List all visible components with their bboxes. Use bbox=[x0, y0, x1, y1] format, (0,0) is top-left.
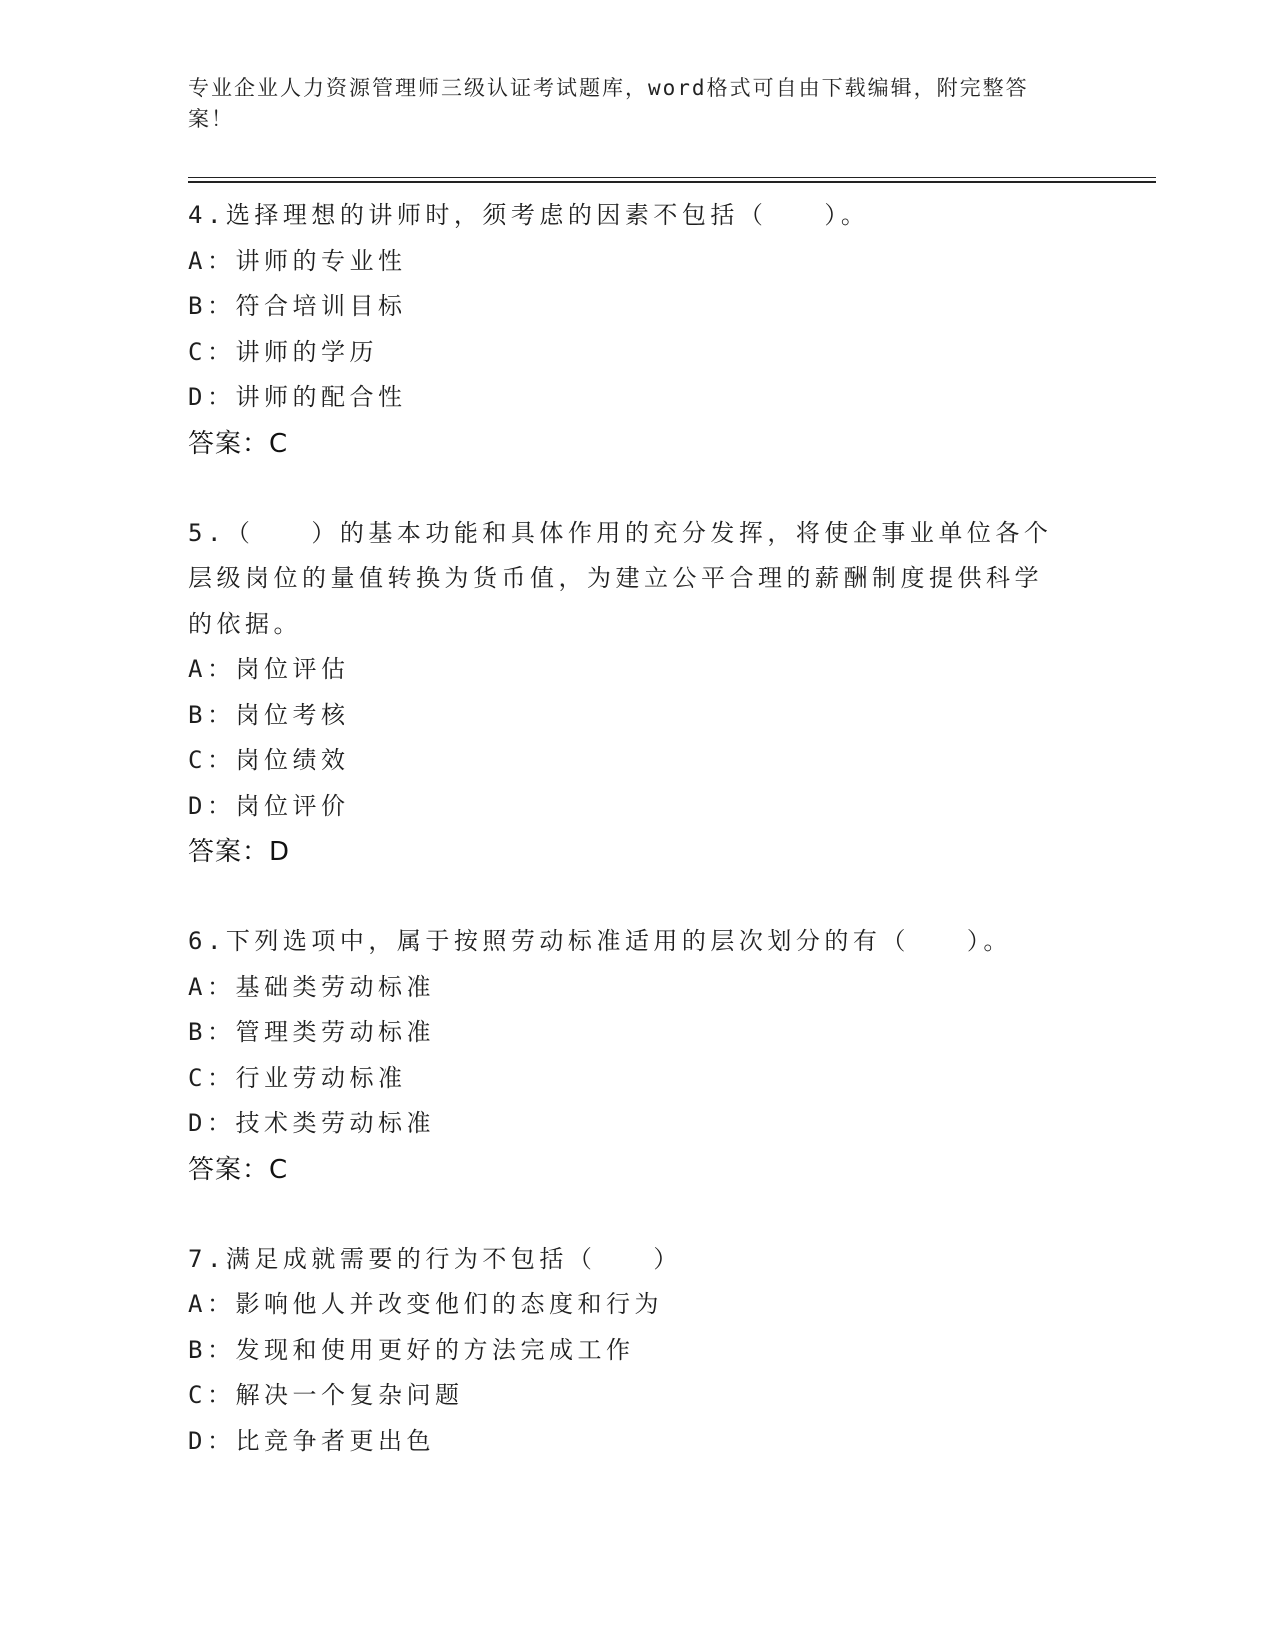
option-b: B：发现和使用更好的方法完成工作 bbox=[188, 1335, 635, 1364]
option-a: A：岗位评估 bbox=[188, 655, 350, 683]
option-d: D：岗位评价 bbox=[188, 791, 350, 820]
question-4 bbox=[188, 193, 1088, 467]
question-7 bbox=[188, 1237, 1088, 1465]
header-divider-bottom bbox=[188, 181, 1156, 183]
option-c: C：行业劳动标准 bbox=[188, 1063, 407, 1092]
question-6 bbox=[188, 919, 1088, 1193]
option-b: B：管理类劳动标准 bbox=[188, 1018, 435, 1046]
option-a: A：讲师的专业性 bbox=[188, 246, 407, 275]
option-d: D：比竞争者更出色 bbox=[188, 1426, 435, 1455]
answer-line: 答案：C bbox=[188, 1154, 289, 1185]
answer-line: 答案：C bbox=[188, 428, 289, 459]
option-c: C：讲师的学历 bbox=[188, 337, 378, 366]
question-stem: 6.下列选项中，属于按照劳动标准适用的层次划分的有（ ）。 bbox=[188, 927, 1012, 955]
header-divider-top bbox=[188, 177, 1156, 178]
option-a: A：基础类劳动标准 bbox=[188, 972, 435, 1001]
option-c: C：解决一个复杂问题 bbox=[188, 1381, 464, 1409]
option-b: B：符合培训目标 bbox=[188, 292, 407, 320]
question-stem: 7.满足成就需要的行为不包括（ ） bbox=[188, 1244, 682, 1273]
question-list bbox=[188, 193, 1088, 1508]
option-b: B：岗位考核 bbox=[188, 700, 350, 729]
document-header: 专业企业人力资源管理师三级认证考试题库，word格式可自由下载编辑，附完整答案！ bbox=[188, 76, 1029, 131]
option-a: A：影响他人并改变他们的态度和行为 bbox=[188, 1290, 663, 1318]
answer-line: 答案：D bbox=[188, 837, 291, 867]
option-d: D：技术类劳动标准 bbox=[188, 1109, 435, 1137]
question-5 bbox=[188, 511, 1088, 876]
question-stem: 5.（ ）的基本功能和具体作用的充分发挥，将使企事业单位各个层级岗位的量值转换为货币值，为建立公平合理的薪酬制度提供科学的依据。 bbox=[188, 518, 1053, 638]
option-c: C：岗位绩效 bbox=[188, 746, 350, 774]
question-stem: 4.选择理想的讲师时，须考虑的因素不包括（ ）。 bbox=[188, 201, 870, 229]
option-d: D：讲师的配合性 bbox=[188, 383, 407, 411]
